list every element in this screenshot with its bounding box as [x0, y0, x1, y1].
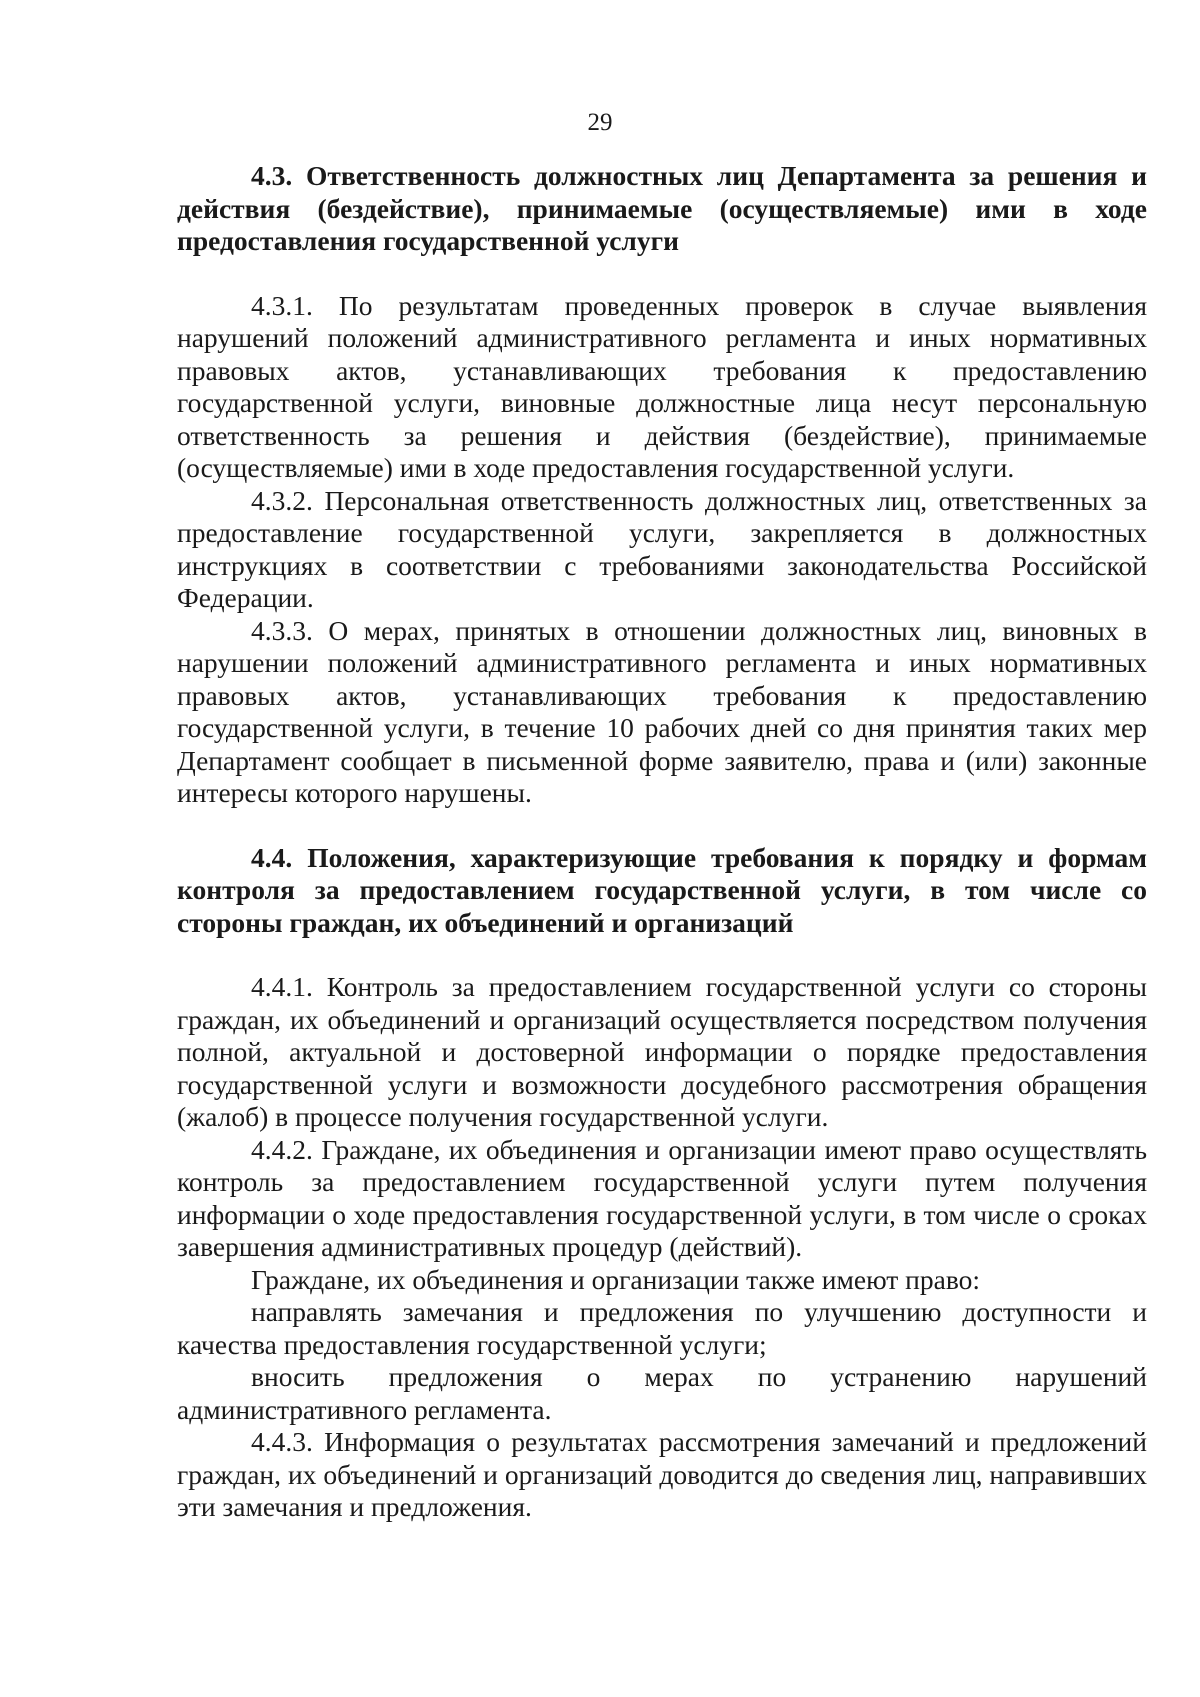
spacer: [177, 810, 1147, 842]
paragraph-4-4-1: 4.4.1. Контроль за предоставлением государственной услуги со стороны граждан, их объединений и организаций осуществляется посредством получения полной, актуальной и достоверной информации о порядке предоставления государственной услуги и возможности досудебного рассмотрения обращения (жалоб) в процессе получения государственной услуги.: [177, 971, 1147, 1132]
paragraph-rights-intro: Граждане, их объединения и организации также имеют право:: [251, 1263, 981, 1295]
document-body: [177, 160, 1147, 1524]
paragraph-4-4-3: 4.4.3. Информация о результатах рассмотрения замечаний и предложений граждан, их объединений и организаций доводится до сведения лиц, направивших эти замечания и предложения.: [177, 1426, 1147, 1522]
spacer: [177, 258, 1147, 290]
paragraph-right-remarks: направлять замечания и предложения по улучшению доступности и качества предоставления государственной услуги;: [177, 1296, 1147, 1360]
spacer: [177, 939, 1147, 971]
paragraph-right-proposals: вносить предложения о мерах по устранению нарушений административного регламента.: [177, 1361, 1147, 1425]
page-number: 29: [587, 109, 613, 136]
section-4-3-heading: 4.3. Ответственность должностных лиц Департамента за решения и действия (бездействие), принимаемые (осуществляемые) ими в ходе предоставления государственной услуги: [177, 160, 1147, 256]
paragraph-4-3-2: 4.3.2. Персональная ответственность должностных лиц, ответственных за предоставление государственной услуги, закрепляется в должностных инструкциях в соответствии с требованиями законодательства Российской Федерации.: [177, 484, 1147, 613]
section-4-4-heading: 4.4. Положения, характеризующие требования к порядку и формам контроля за предоставлением государственной услуги, в том числе со стороны граждан, их объединений и организаций: [177, 841, 1147, 938]
paragraph-4-3-3: 4.3.3. О мерах, принятых в отношении должностных лиц, виновных в нарушении положений административного регламента и иных нормативных правовых актов, устанавливающих требования к предоставлению государственной услуги, в течение 10 рабочих дней со дня принятия таких мер Департамент сообщает в письменной форме заявителю, права и (или) законные интересы которого нарушены.: [177, 614, 1147, 808]
paragraph-4-3-1: 4.3.1. По результатам проведенных проверок в случае выявления нарушений положений административного регламента и иных нормативных правовых актов, устанавливающих требования к предоставлению государственной услуги, виновные должностные лица несут персональную ответственность за решения и действия (бездействие), принимаемые (осуществляемые) ими в ходе предоставления государственной услуги.: [177, 289, 1147, 483]
paragraph-4-4-2: 4.4.2. Граждане, их объединения и организации имеют право осуществлять контроль за предоставлением государственной услуги путем получения информации о ходе предоставления государственной услуги, в том числе о сроках завершения административных процедур (действий).: [177, 1133, 1147, 1262]
